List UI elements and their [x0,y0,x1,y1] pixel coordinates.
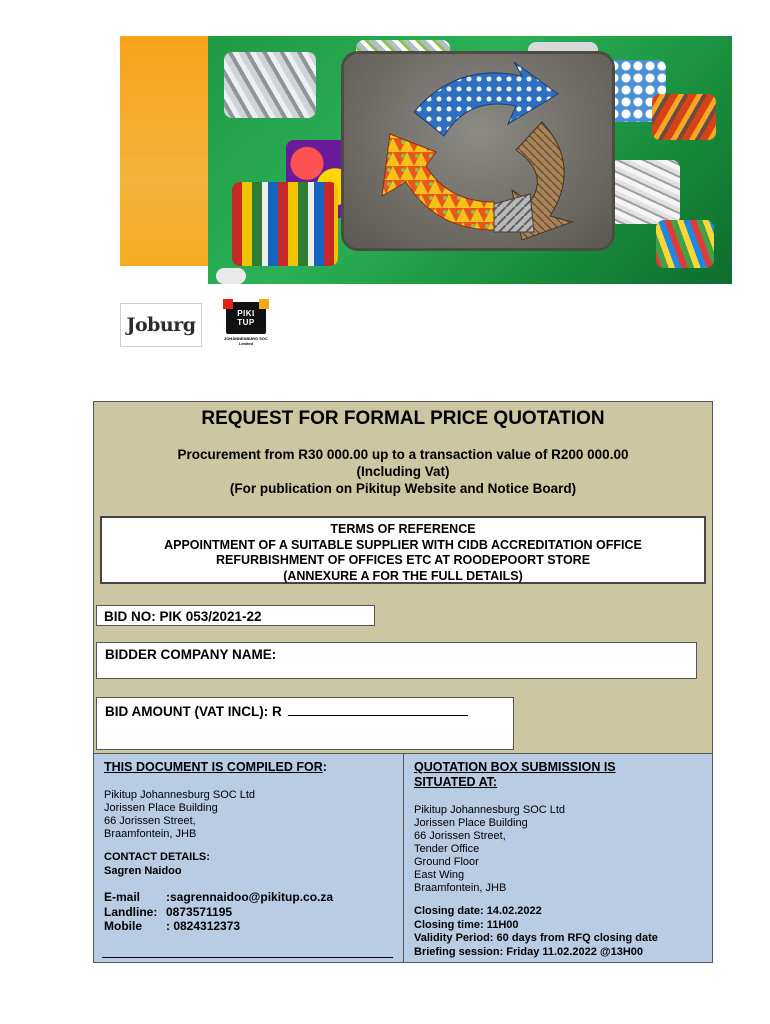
bidder-company-name-field[interactable] [96,642,697,679]
contact-email[interactable]: :sagrennaidoo@pikitup.co.za [166,890,334,904]
bidder-company-name-label: BIDDER COMPANY NAME: [105,647,277,662]
contact-landline-row: Landline: 0873571195 [104,904,233,919]
briefing-session: Briefing session: Friday 11.02.2022 @13H00 [414,945,644,958]
submission-heading: QUOTATION BOX SUBMISSION IS SITUATED AT: [414,760,616,789]
joburg-logo [120,303,202,347]
bid-number-field: BID NO: PIK 053/2021-22 [96,605,375,626]
joburg-logo-text: Joburg [126,314,196,336]
recycled-colour-photo [656,220,714,268]
compiled-for-section: THIS DOCUMENT IS COMPILED FOR: Pikitup Johannesburg SOC Ltd Jorissen Place Building 66 Jorissen Street, Braamfontein, JHB CONTACT DETAILS: Sagren Naidoo E-mail :sagrennaidoo@pikitup.co.za Landline: 0873571195 Mobile : 0824312373 [94,753,404,962]
contact-email-row: E-mail :sagrennaidoo@pikitup.co.za [104,890,334,904]
pikitup-logo-mark: PIKI TUP [226,302,266,334]
submission-address: Pikitup Johannesburg SOC Ltd Jorissen Place Building 66 Jorissen Street, Tender Office Ground Floor East Wing Braamfontein, JHB [414,804,566,894]
procurement-range: Procurement from R30 000.00 up to a transaction value of R200 000.00 (Including Vat) (For publication on Pikitup Website and Notice Board) [177,447,629,496]
contact-mobile-row: Mobile : 0824312373 [104,919,241,933]
closing-time: Closing time: 11H00 [414,918,519,931]
terms-of-reference-box: TERMS OF REFERENCE APPOINTMENT OF A SUITABLE SUPPLIER WITH CIDB ACCREDITATION OFFICE REFURBISHMENT OF OFFICES ETC AT ROODEPOORT STORE (ANNEXURE A FOR THE FULL DETAILS) [100,516,706,584]
contact-details-heading: CONTACT DETAILS: [104,851,210,863]
recycle-symbol-panel [344,54,612,248]
quotation-form [93,401,713,963]
submission-location-section [404,753,712,962]
banner-orange-panel [120,36,208,298]
pikitup-logo-subtext: JOHANNESBURG SOC Limited [224,336,268,346]
recycled-batteries-photo [232,182,338,266]
page-title: REQUEST FOR FORMAL PRICE QUOTATION [201,408,605,429]
validity-period: Validity Period: 60 days from RFQ closing date [414,932,658,944]
recycle-arrows-icon [344,54,612,248]
recycled-cans-photo [224,52,316,118]
submission-details [414,905,702,959]
pikitup-logo [222,302,270,350]
contact-landline: 0873571195 [166,904,233,919]
signature-line [102,957,393,958]
bid-amount-field[interactable] [96,697,514,750]
bid-amount-blank-line [288,703,468,716]
recycled-paper-photo [610,160,680,224]
contact-mobile: : 0824312373 [166,919,241,933]
closing-date: Closing date: 14.02.2022 [414,905,542,917]
recycled-mixed-photo [652,94,716,140]
compiled-for-heading: THIS DOCUMENT IS COMPILED FOR [104,760,323,774]
bid-amount-label: BID AMOUNT (VAT INCL): R [105,704,282,719]
header-banner-image [120,36,732,298]
compiled-for-address: Pikitup Johannesburg SOC Ltd Jorissen Place Building 66 Jorissen Street, Braamfontein, JHB [104,789,256,840]
contact-name: Sagren Naidoo [104,864,182,877]
